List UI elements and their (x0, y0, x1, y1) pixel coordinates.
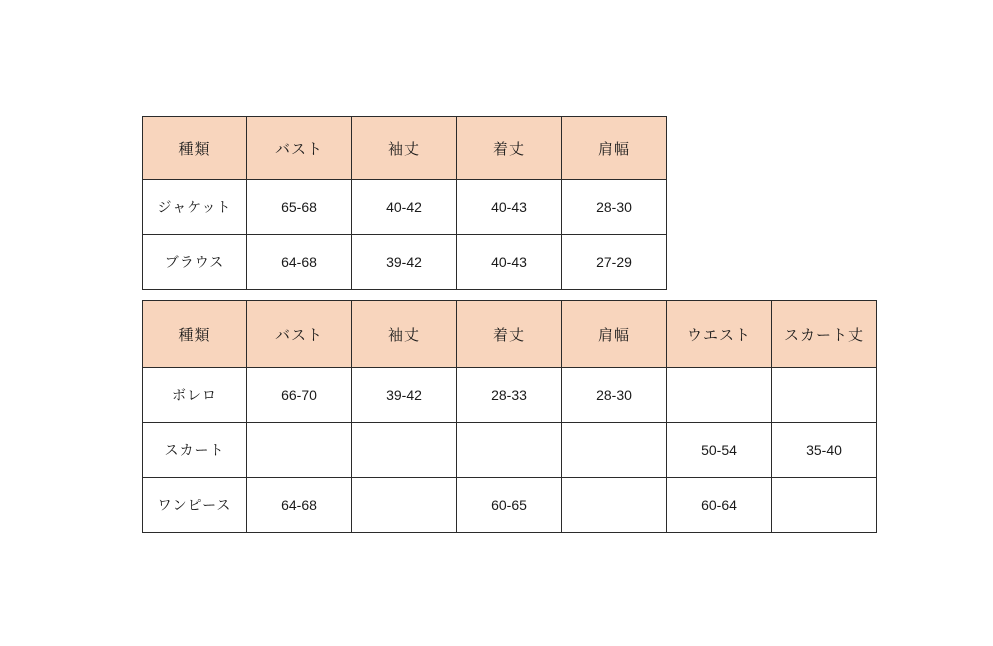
column-header-shoulder-width: 肩幅 (562, 117, 667, 180)
table-header-row (143, 117, 667, 180)
column-header-garment-length: 着丈 (457, 301, 562, 368)
table-row (143, 423, 877, 478)
cell-skirt-length (772, 368, 877, 423)
column-header-type: 種類 (143, 117, 247, 180)
cell-bust: 64-68 (247, 235, 352, 290)
cell-garment-length: 28-33 (457, 368, 562, 423)
row-label: ボレロ (143, 368, 247, 423)
row-label: ブラウス (143, 235, 247, 290)
table-row (143, 235, 667, 290)
cell-shoulder-width (562, 478, 667, 533)
cell-garment-length: 40-43 (457, 235, 562, 290)
cell-skirt-length (772, 478, 877, 533)
cell-bust: 65-68 (247, 180, 352, 235)
cell-bust: 64-68 (247, 478, 352, 533)
table-row (143, 368, 877, 423)
cell-sleeve-length: 39-42 (352, 235, 457, 290)
column-header-waist: ウエスト (667, 301, 772, 368)
column-header-sleeve-length: 袖丈 (352, 117, 457, 180)
cell-garment-length: 60-65 (457, 478, 562, 533)
row-label: ジャケット (143, 180, 247, 235)
column-header-bust: バスト (247, 301, 352, 368)
cell-garment-length (457, 423, 562, 478)
cell-shoulder-width: 28-30 (562, 368, 667, 423)
column-header-shoulder-width: 肩幅 (562, 301, 667, 368)
cell-sleeve-length (352, 423, 457, 478)
column-header-sleeve-length: 袖丈 (352, 301, 457, 368)
column-header-bust: バスト (247, 117, 352, 180)
cell-sleeve-length: 40-42 (352, 180, 457, 235)
cell-shoulder-width: 28-30 (562, 180, 667, 235)
cell-shoulder-width (562, 423, 667, 478)
row-label: ワンピース (143, 478, 247, 533)
table-row (143, 180, 667, 235)
full-size-table (142, 300, 877, 533)
cell-waist: 50-54 (667, 423, 772, 478)
cell-skirt-length: 35-40 (772, 423, 877, 478)
row-label: スカート (143, 423, 247, 478)
cell-bust (247, 423, 352, 478)
column-header-skirt-length: スカート丈 (772, 301, 877, 368)
cell-shoulder-width: 27-29 (562, 235, 667, 290)
cell-garment-length: 40-43 (457, 180, 562, 235)
upper-body-size-table (142, 116, 667, 290)
cell-sleeve-length: 39-42 (352, 368, 457, 423)
table-header-row (143, 301, 877, 368)
cell-waist: 60-64 (667, 478, 772, 533)
table-row (143, 478, 877, 533)
column-header-type: 種類 (143, 301, 247, 368)
cell-waist (667, 368, 772, 423)
column-header-garment-length: 着丈 (457, 117, 562, 180)
cell-bust: 66-70 (247, 368, 352, 423)
cell-sleeve-length (352, 478, 457, 533)
